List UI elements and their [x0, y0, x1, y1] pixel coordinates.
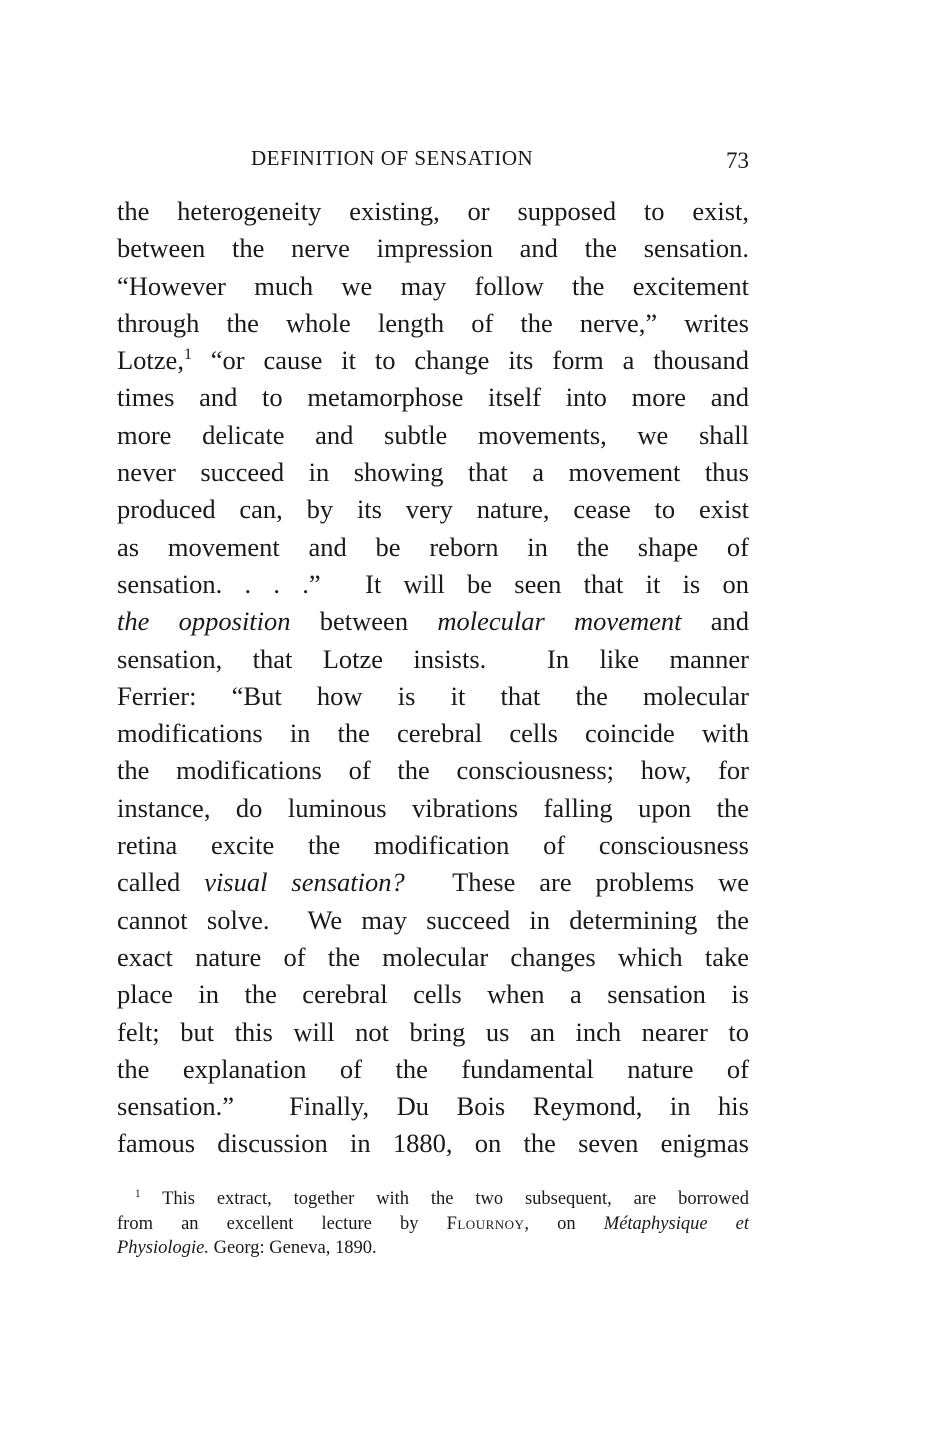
footnote-line: Physiologie. Georg: Geneva, 1890. [117, 1238, 377, 1258]
text-line: the opposition between molecular movement and [117, 606, 750, 637]
footnote-number: 1 [135, 1187, 141, 1200]
text-line: instance, do luminous vibrations falling upon the [117, 792, 749, 823]
text-line: felt; but this will not bring us an inch nearer to [117, 1016, 749, 1047]
text-line: times and to metamorphose itself into more and [117, 382, 749, 413]
text-line: place in the cerebral cells when a sensation is [117, 979, 749, 1010]
footnote-marker[interactable]: 1 [183, 346, 192, 364]
text-line: the modifications of the consciousness; how, for [117, 755, 749, 786]
book-title: Métaphysique et [603, 1213, 750, 1234]
text-line: the heterogeneity existing, or supposed to exist, [117, 196, 749, 226]
author-name: Flournoy [446, 1213, 525, 1234]
footnote [117, 1187, 749, 1261]
text-line: retina excite the modification of consciousness [117, 830, 749, 861]
text-line: more delicate and subtle movements, we shall [117, 419, 749, 450]
text-line: exact nature of the molecular changes which take [117, 941, 749, 972]
text-line: Ferrier: “But how is it that the molecular [117, 680, 749, 711]
text-line: “However much we may follow the excitement [117, 270, 749, 301]
text-line: cannot solve. We may succeed in determining the [117, 904, 749, 935]
text-line: called visual sensation? These are problems we [117, 867, 749, 898]
book-title: Physiologie. [117, 1238, 209, 1258]
body-text [117, 193, 749, 1163]
running-title: DEFINITION OF SENSATION [251, 146, 534, 170]
footnote-line: from an excellent lecture by Flournoy, on Métaphysique et [117, 1213, 750, 1234]
text-line: modifications in the cerebral cells coincide with [117, 718, 749, 749]
text-line: sensation. . . .” It will be seen that it is on [117, 568, 749, 599]
text-line: produced can, by its very nature, cease to exist [117, 494, 749, 525]
running-head [117, 146, 749, 174]
emphasis: the opposition [117, 606, 291, 637]
text-line: through the whole length of the nerve,” writes [117, 307, 749, 338]
text-line: the explanation of the fundamental nature of [117, 1053, 749, 1084]
emphasis: molecular movement [437, 606, 682, 637]
text-line: between the nerve impression and the sensation. [117, 233, 749, 264]
text-line: Lotze,$^1$ “or cause it to change its form a thousand [117, 345, 749, 376]
text-line: famous discussion in 1880, on the seven enigmas [117, 1128, 749, 1159]
text-line: sensation.” Finally, Du Bois Reymond, in his [117, 1091, 749, 1122]
emphasis: visual sensation? [204, 867, 405, 898]
text-line: sensation, that Lotze insists. In like manner [117, 643, 749, 674]
text-line: as movement and be reborn in the shape of [117, 531, 749, 562]
footnote-line: $^1$ This extract, together with the two subsequent, are borrowed [135, 1187, 749, 1209]
text-line: never succeed in showing that a movement thus [117, 457, 749, 488]
page-number: 73 [726, 148, 749, 173]
